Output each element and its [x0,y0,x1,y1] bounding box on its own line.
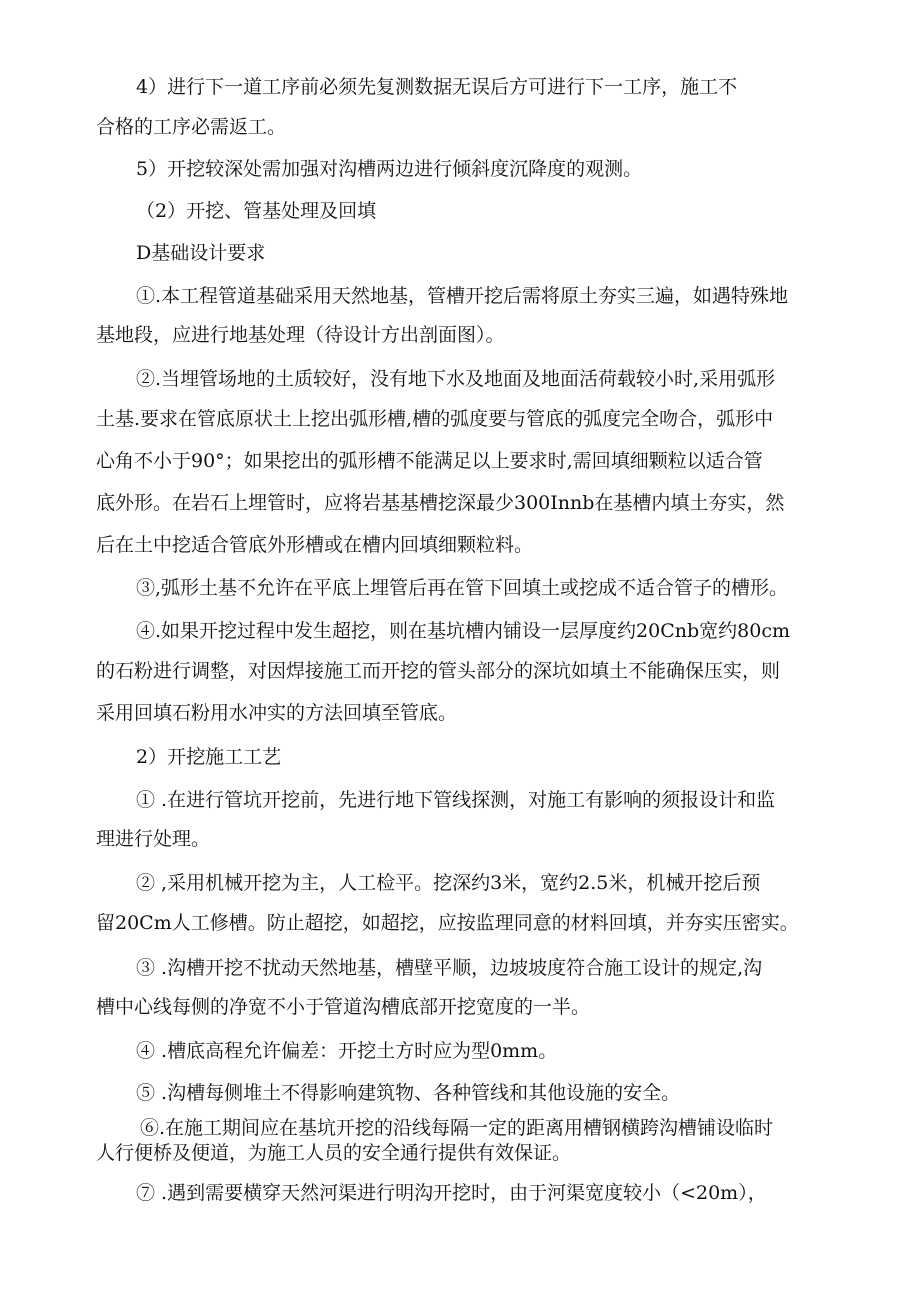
text-line: 槽中心线每侧的净宽不小于管道沟槽底部开挖宽度的一半。 [96,996,591,1018]
text-line: ⑥.在施工期间应在基坑开挖的沿线每隔一定的距离用槽钢横跨沟槽铺设临时 [140,1117,774,1139]
text-line: 4）进行下一道工序前必须先复测数据无误后方可进行下一工序，施工不 [136,76,738,98]
text-line: ② ,采用机械开挖为主，人工检平。挖深约3米，宽约2.5米，机械开挖后预 [136,872,761,894]
text-line: ⑦ .遇到需要横穿天然河渠进行明沟开挖时，由于河渠宽度较小（<20m）， [136,1182,767,1204]
text-line: 基地段，应进行地基处理（待设计方出剖面图）。 [96,324,505,346]
text-line: 底外形。在岩石上埋管时，应将岩基基槽挖深最少300Innb在基槽内填土夯实，然 [96,492,785,514]
text-line: ⑤ .沟槽每侧堆土不得影响建筑物、各种管线和其他设施的安全。 [136,1082,681,1104]
text-line: 土基.要求在管底原状土上挖出弧形槽,槽的弧度要与管底的弧度完全吻合，弧形中 [96,408,774,430]
text-line: ④.如果开挖过程中发生超挖，则在基坑槽内铺设一层厚度约20Cnb宽约80cm [136,620,790,642]
text-line: 合格的工序必需返工。 [96,116,287,138]
text-line: ①.本工程管道基础采用天然地基，管槽开挖后需将原土夯实三遍，如遇特殊地 [136,285,789,307]
text-line: ③ .沟槽开挖不扰动天然地基，槽壁平顺，边坡坡度符合施工设计的规定,沟 [136,957,763,979]
text-line: ① .在进行管坑开挖前，先进行地下管线探测，对施工有影响的须报设计和监 [136,789,776,811]
text-line: ④ .槽底高程允许偏差：开挖土方时应为型0mm。 [136,1040,558,1062]
text-line: 理进行处理。 [96,828,211,850]
text-line: 人行便桥及便道，为施工人员的安全通行提供有效保证。 [96,1142,572,1164]
subsection-heading: D基础设计要求 [136,242,266,264]
text-line: ②.当埋管场地的土质较好，没有地下水及地面及地面活荷载较小时,采用弧形 [136,368,776,390]
text-line: ③,弧形土基不允许在平底上埋管后再在管下回填土或挖成不适合管子的槽形。 [136,577,789,599]
text-line: 5）开挖较深处需加强对沟槽两边进行倾斜度沉降度的观测。 [136,158,643,180]
subsection-heading: 2）开挖施工工艺 [136,746,282,768]
section-heading: （2）开挖、管基处理及回填 [136,200,377,222]
text-line: 留20Cm人工修槽。防止超挖，如超挖，应按监理同意的材料回填，并夯实压密实。 [96,912,799,934]
text-line: 的石粉进行调整，对因焊接施工而开挖的管头部分的深坑如填土不能确保压实，则 [96,660,781,682]
text-line: 采用回填石粉用水冲实的方法回填至管底。 [96,702,458,724]
text-line: 心角不小于90°；如果挖出的弧形槽不能满足以上要求时,需回填细颗粒以适合管 [96,450,763,472]
text-line: 后在土中挖适合管底外形槽或在槽内回填细颗粒料。 [96,534,534,556]
